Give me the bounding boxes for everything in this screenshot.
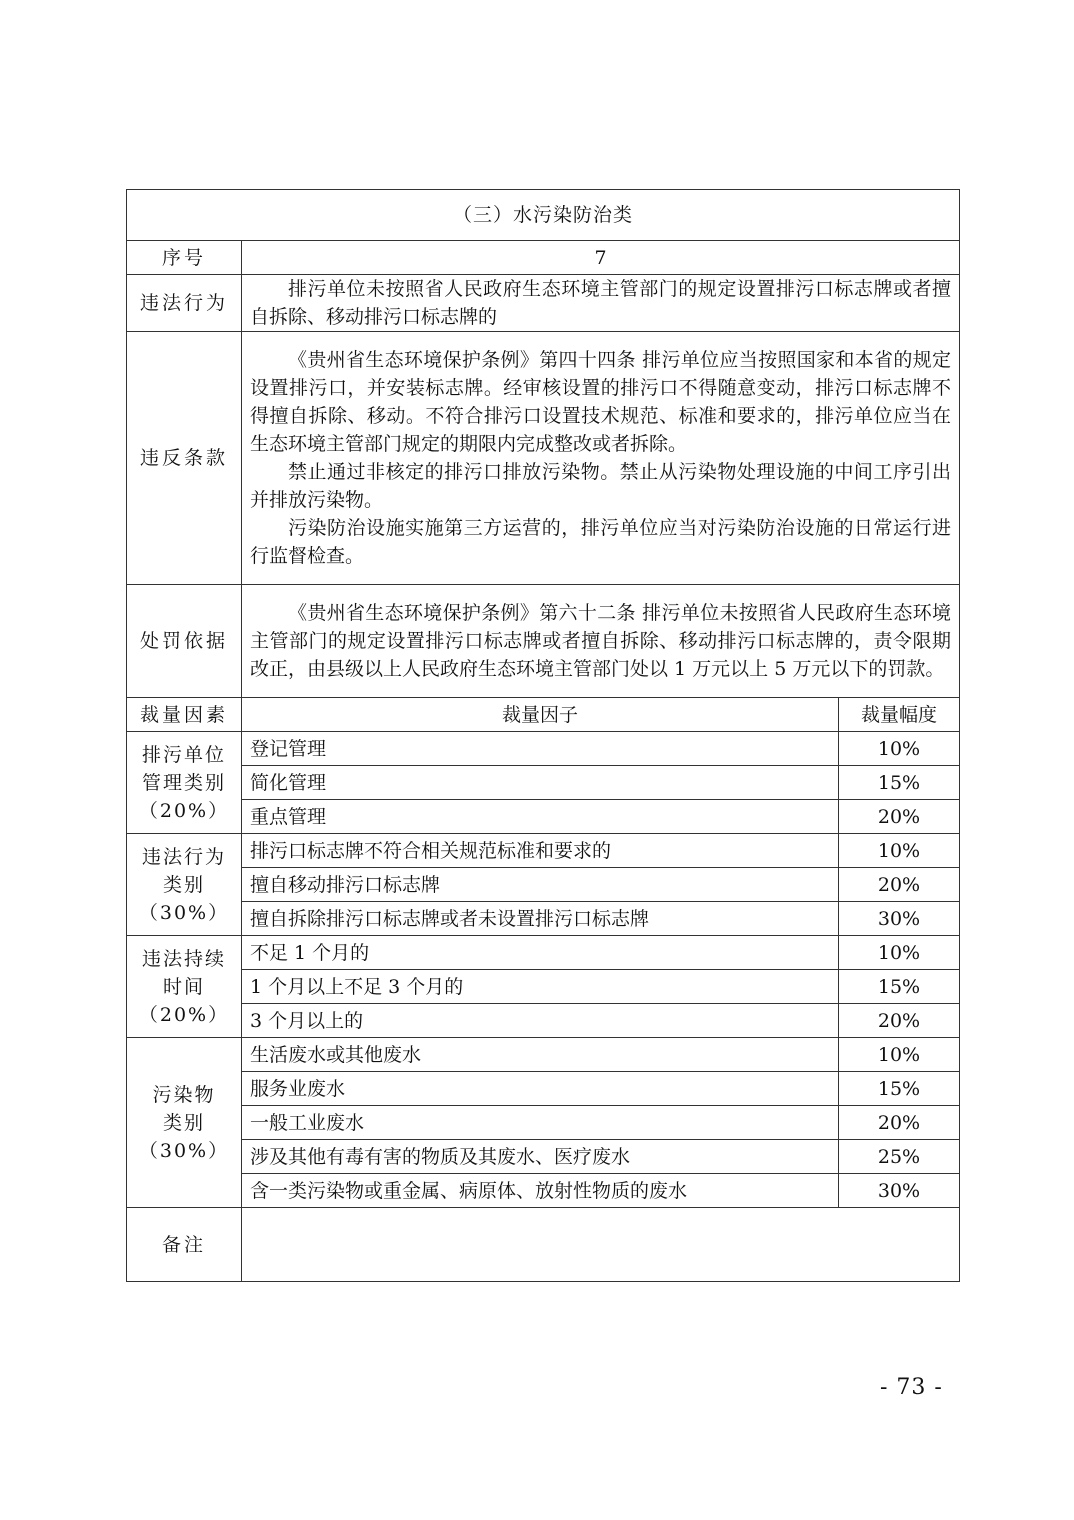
factor-text: 不足 1 个月的 [242, 936, 839, 970]
factor-percentage: 10% [839, 1038, 960, 1072]
factor-percentage: 20% [839, 1004, 960, 1038]
factor-group-line: 管理类别 [141, 771, 226, 794]
factor-row [127, 834, 960, 868]
factor-percentage: 20% [839, 868, 960, 902]
penalty-cell [242, 585, 960, 698]
clause-row [127, 332, 960, 585]
remark-label: 备注 [127, 1208, 242, 1282]
factor-group-line: （20%） [138, 1003, 230, 1026]
factor-text: 一般工业废水 [242, 1106, 839, 1140]
factor-percentage: 15% [839, 1072, 960, 1106]
clause-cell [242, 332, 960, 585]
factor-text: 擅自拆除排污口标志牌或者未设置排污口标志牌 [242, 902, 839, 936]
factor-row [127, 970, 960, 1004]
factor-percentage: 20% [839, 800, 960, 834]
factor-row [127, 1174, 960, 1208]
clause-paragraph: 禁止通过非核定的排污口排放污染物。禁止从污染物处理设施的中间工序引出并排放污染物。 [250, 461, 951, 511]
factor-group-line: （30%） [138, 1139, 230, 1162]
factor-group-line: （30%） [138, 901, 230, 924]
factor-row [127, 1038, 960, 1072]
factor-group-line: 违法行为 [141, 845, 226, 868]
remark-row [127, 1208, 960, 1282]
discretion-table [126, 189, 960, 1282]
serial-row [127, 241, 960, 275]
factor-header-row [127, 698, 960, 732]
factor-percentage: 10% [839, 732, 960, 766]
factor-row [127, 1140, 960, 1174]
factor-group-line: 违法持续 [141, 947, 226, 970]
factor-text: 排污口标志牌不符合相关规范标准和要求的 [242, 834, 839, 868]
factor-text: 含一类污染物或重金属、病原体、放射性物质的废水 [242, 1174, 839, 1208]
factor-percentage: 10% [839, 834, 960, 868]
factor-header-col2: 裁量因子 [242, 698, 839, 732]
factor-text: 服务业废水 [242, 1072, 839, 1106]
factor-row [127, 1106, 960, 1140]
page-number: - 73 - [880, 1375, 943, 1400]
clause-paragraph: 《贵州省生态环境保护条例》第四十四条 排污单位应当按照国家和本省的规定设置排污口，并安装标志牌。经审核设置的排污口不得随意变动，排污口标志牌不得擅自拆除、移动。不符合排污口设置技术规范、标准和要求的，排污单位应当在生态环境主管部门规定的期限内完成整改或者拆除。 [250, 349, 951, 455]
factor-header-col1: 裁量因素 [127, 698, 242, 732]
clause-label: 违反条款 [127, 332, 242, 585]
penalty-row [127, 585, 960, 698]
table-title: （三）水污染防治类 [127, 190, 960, 241]
violation-text: 排污单位未按照省人民政府生态环境主管部门的规定设置排污口标志牌或者擅自拆除、移动排污口标志牌的 [250, 278, 951, 328]
factor-percentage: 10% [839, 936, 960, 970]
violation-row [127, 275, 960, 332]
enforcement-table-sheet [126, 189, 959, 1282]
factor-group-label [127, 1038, 242, 1208]
factor-percentage: 20% [839, 1106, 960, 1140]
factor-row [127, 766, 960, 800]
factor-row [127, 1004, 960, 1038]
factor-text: 生活废水或其他废水 [242, 1038, 839, 1072]
factor-group-label [127, 732, 242, 834]
factor-percentage: 30% [839, 902, 960, 936]
violation-cell [242, 275, 960, 332]
factor-group-label [127, 834, 242, 936]
clause-paragraph: 污染防治设施实施第三方运营的，排污单位应当对污染防治设施的日常运行进行监督检查。 [250, 517, 951, 567]
factor-row [127, 936, 960, 970]
factor-percentage: 15% [839, 970, 960, 1004]
factor-group-line: 污染物 [152, 1083, 216, 1106]
penalty-label: 处罚依据 [127, 585, 242, 698]
factor-group-line: 类别 [162, 873, 205, 896]
factor-group-line: 时间 [162, 975, 205, 998]
factor-group-label [127, 936, 242, 1038]
factor-text: 简化管理 [242, 766, 839, 800]
remark-value [242, 1208, 960, 1282]
factor-group-line: 类别 [162, 1111, 205, 1134]
title-row [127, 190, 960, 241]
factor-row [127, 868, 960, 902]
factor-row [127, 902, 960, 936]
factor-text: 1 个月以上不足 3 个月的 [242, 970, 839, 1004]
factor-percentage: 25% [839, 1140, 960, 1174]
serial-value: 7 [242, 241, 960, 275]
factor-group-line: 排污单位 [141, 743, 226, 766]
violation-label: 违法行为 [127, 275, 242, 332]
factor-row [127, 1072, 960, 1106]
factor-text: 涉及其他有毒有害的物质及其废水、医疗废水 [242, 1140, 839, 1174]
serial-label: 序号 [127, 241, 242, 275]
factor-header-col3: 裁量幅度 [839, 698, 960, 732]
factor-text: 3 个月以上的 [242, 1004, 839, 1038]
factor-row [127, 800, 960, 834]
factor-text: 擅自移动排污口标志牌 [242, 868, 839, 902]
factor-percentage: 30% [839, 1174, 960, 1208]
penalty-text: 《贵州省生态环境保护条例》第六十二条 排污单位未按照省人民政府生态环境主管部门的规定设置排污口标志牌或者擅自拆除、移动排污口标志牌的，责令限期改正，由县级以上人民政府生态环境主管部门处以 1 万元以上 5 万元以下的罚款。 [250, 602, 951, 680]
factor-percentage: 15% [839, 766, 960, 800]
factor-text: 登记管理 [242, 732, 839, 766]
factor-group-line: （20%） [138, 799, 230, 822]
factor-text: 重点管理 [242, 800, 839, 834]
factor-row [127, 732, 960, 766]
